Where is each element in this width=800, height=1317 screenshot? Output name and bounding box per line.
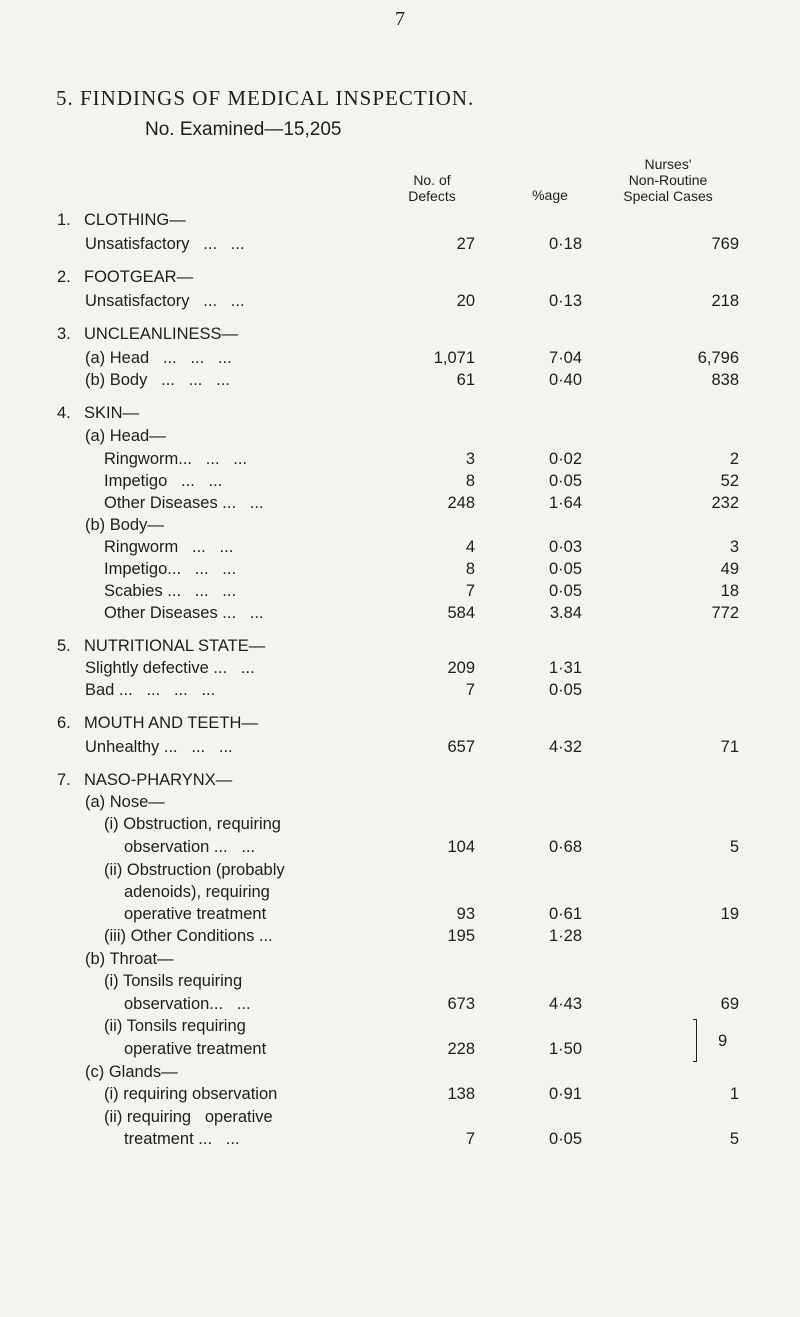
nurses-cases-cell: 5 — [729, 1130, 739, 1148]
row-label: (i) requiring observation — [104, 1085, 278, 1103]
table-row — [0, 972, 800, 994]
nurses-cases-cell: 49 — [720, 560, 739, 578]
item-number: 1. — [57, 211, 71, 229]
defects-cell: 7 — [465, 582, 475, 600]
row-label: Scabies ... ... ... — [104, 582, 237, 600]
row-label: (b) Body— — [85, 516, 164, 534]
row-label: Other Diseases ... ... — [104, 604, 264, 622]
defects-cell: 7 — [465, 1130, 475, 1148]
percentage-cell: 4·32 — [548, 738, 582, 756]
percentage-cell: 0·05 — [548, 681, 582, 699]
nurses-cases-cell: 6,796 — [697, 349, 739, 367]
nurses-cases-cell: 218 — [711, 292, 739, 310]
table-row — [0, 883, 800, 905]
table-row — [0, 1130, 800, 1152]
row-label: Unsatisfactory ... ... — [85, 292, 245, 310]
table-row — [0, 427, 800, 449]
defects-cell: 584 — [447, 604, 475, 622]
row-label: (i) Tonsils requiring — [104, 972, 243, 990]
table-row — [0, 268, 800, 290]
nurses-cases-cell: 69 — [720, 995, 739, 1013]
table-row — [0, 927, 800, 949]
percentage-cell: 1·64 — [548, 494, 582, 512]
row-label: Slightly defective ... ... — [85, 659, 255, 677]
table-row — [0, 472, 800, 494]
nurses-cases-cell: 52 — [720, 472, 739, 490]
percentage-cell: 0·05 — [548, 582, 582, 600]
table-row — [0, 738, 800, 760]
nurses-cases-cell: 838 — [711, 371, 739, 389]
section-title: 5. FINDINGS OF MEDICAL INSPECTION. — [56, 86, 475, 110]
row-label: (a) Head ... ... ... — [85, 349, 232, 367]
percentage-cell: 0·61 — [548, 905, 582, 923]
defects-cell: 8 — [465, 560, 475, 578]
category-heading: NASO-PHARYNX— — [84, 771, 233, 789]
table-row — [0, 292, 800, 314]
row-label: Bad ... ... ... ... — [85, 681, 216, 699]
row-label: (ii) Obstruction (probably — [104, 861, 285, 879]
item-number: 4. — [57, 404, 71, 422]
defects-cell: 104 — [447, 838, 475, 856]
nurses-cases-cell: 18 — [720, 582, 739, 600]
percentage-cell: 0·03 — [548, 538, 582, 556]
header-percentage: %age — [532, 187, 568, 203]
percentage-cell: 7·04 — [548, 349, 582, 367]
row-label: observation... ... — [124, 995, 251, 1013]
defects-cell: 209 — [447, 659, 475, 677]
percentage-cell: 0·05 — [548, 1130, 582, 1148]
header-defects — [392, 172, 472, 204]
row-label: Unsatisfactory ... ... — [85, 235, 245, 253]
defects-cell: 27 — [456, 235, 475, 253]
table-row — [0, 582, 800, 604]
row-label: adenoids), requiring — [124, 883, 270, 901]
row-label: (i) Obstruction, requiring — [104, 815, 281, 833]
percentage-cell: 0·02 — [548, 450, 582, 468]
table-row — [0, 538, 800, 560]
table-row — [0, 861, 800, 883]
category-heading: MOUTH AND TEETH— — [84, 714, 258, 732]
defects-cell: 673 — [447, 995, 475, 1013]
table-row — [0, 838, 800, 860]
percentage-cell: 0·05 — [548, 560, 582, 578]
table-row — [0, 235, 800, 257]
table-row — [0, 404, 800, 426]
percentage-cell: 0·05 — [548, 472, 582, 490]
table-row — [0, 793, 800, 815]
table-row — [0, 516, 800, 538]
nurses-cases-cell: 19 — [720, 905, 739, 923]
category-heading: CLOTHING— — [84, 211, 186, 229]
header-defects-line2: Defects — [408, 188, 456, 204]
row-label: observation ... ... — [124, 838, 256, 856]
item-number: 6. — [57, 714, 71, 732]
row-label: (ii) requiring operative — [104, 1108, 273, 1126]
header-nurses-line1: Nurses' — [644, 156, 692, 172]
item-number: 7. — [57, 771, 71, 789]
defects-cell: 195 — [447, 927, 475, 945]
row-label: operative treatment — [124, 1040, 267, 1058]
percentage-cell: 3.84 — [549, 604, 582, 622]
category-heading: UNCLEANLINESS— — [84, 325, 239, 343]
header-nurses — [578, 156, 758, 204]
row-label: Impetigo ... ... — [104, 472, 223, 490]
nurses-cases-cell: 772 — [711, 604, 739, 622]
nutritional-bracket-value: 9 — [718, 1032, 728, 1050]
row-label: (a) Nose— — [85, 793, 165, 811]
percentage-cell: 1·28 — [548, 927, 582, 945]
defects-cell: 93 — [456, 905, 475, 923]
nurses-cases-cell: 2 — [729, 450, 739, 468]
nurses-cases-cell: 1 — [729, 1085, 739, 1103]
row-label: Ringworm... ... ... — [104, 450, 248, 468]
defects-cell: 7 — [465, 681, 475, 699]
defects-cell: 138 — [447, 1085, 475, 1103]
header-nurses-line3: Special Cases — [623, 188, 713, 204]
row-label: (c) Glands— — [85, 1063, 178, 1081]
table-row — [0, 815, 800, 837]
defects-cell: 61 — [456, 371, 475, 389]
row-label: (b) Throat— — [85, 950, 174, 968]
item-number: 5. — [57, 637, 71, 655]
table-row — [0, 714, 800, 736]
nurses-cases-cell: 71 — [720, 738, 739, 756]
defects-cell: 657 — [447, 738, 475, 756]
table-row — [0, 1063, 800, 1085]
percentage-cell: 4·43 — [548, 995, 582, 1013]
row-label: Impetigo... ... ... — [104, 560, 237, 578]
category-heading: NUTRITIONAL STATE— — [84, 637, 266, 655]
table-row — [0, 637, 800, 659]
table-row — [0, 325, 800, 347]
row-label: (b) Body ... ... ... — [85, 371, 230, 389]
table-row — [0, 995, 800, 1017]
nurses-cases-cell: 232 — [711, 494, 739, 512]
percentage-cell: 0·13 — [548, 292, 582, 310]
table-row — [0, 211, 800, 233]
row-label: Other Diseases ... ... — [104, 494, 264, 512]
table-row — [0, 494, 800, 516]
table-row — [0, 1085, 800, 1107]
table-row — [0, 771, 800, 793]
percentage-cell: 0·18 — [548, 235, 582, 253]
percentage-cell: 1·50 — [548, 1040, 582, 1058]
page-number: 7 — [395, 8, 405, 30]
defects-cell: 8 — [465, 472, 475, 490]
row-label: Unhealthy ... ... ... — [85, 738, 233, 756]
category-heading: SKIN— — [84, 404, 140, 422]
table-row — [0, 905, 800, 927]
percentage-cell: 1·31 — [548, 659, 582, 677]
nurses-cases-cell: 3 — [729, 538, 739, 556]
category-heading: FOOTGEAR— — [84, 268, 194, 286]
table-row — [0, 349, 800, 371]
table-row — [0, 371, 800, 393]
defects-cell: 20 — [456, 292, 475, 310]
row-label: treatment ... ... — [124, 1130, 240, 1148]
nurses-cases-cell: 5 — [729, 838, 739, 856]
percentage-cell: 0·40 — [548, 371, 582, 389]
row-label: Ringworm ... ... — [104, 538, 234, 556]
nutritional-bracket — [696, 1020, 703, 1061]
defects-cell: 248 — [447, 494, 475, 512]
table-row — [0, 950, 800, 972]
examined-count: No. Examined—15,205 — [145, 119, 342, 140]
row-label: (iii) Other Conditions ... — [104, 927, 273, 945]
table-row — [0, 1040, 800, 1062]
table-row — [0, 560, 800, 582]
table-row — [0, 681, 800, 703]
row-label: (ii) Tonsils requiring — [104, 1017, 246, 1035]
nurses-cases-cell: 769 — [711, 235, 739, 253]
table-row — [0, 450, 800, 472]
table-row — [0, 1017, 800, 1039]
table-row — [0, 659, 800, 681]
defects-cell: 228 — [447, 1040, 475, 1058]
table-row — [0, 1108, 800, 1130]
row-label: operative treatment — [124, 905, 267, 923]
percentage-cell: 0·68 — [548, 838, 582, 856]
defects-cell: 4 — [465, 538, 475, 556]
defects-cell: 3 — [465, 450, 475, 468]
item-number: 2. — [57, 268, 71, 286]
header-nurses-line2: Non-Routine — [628, 172, 708, 188]
item-number: 3. — [57, 325, 71, 343]
header-defects-line1: No. of — [413, 172, 451, 188]
row-label: (a) Head— — [85, 427, 166, 445]
table-row — [0, 604, 800, 626]
percentage-cell: 0·91 — [548, 1085, 582, 1103]
defects-cell: 1,071 — [433, 349, 475, 367]
